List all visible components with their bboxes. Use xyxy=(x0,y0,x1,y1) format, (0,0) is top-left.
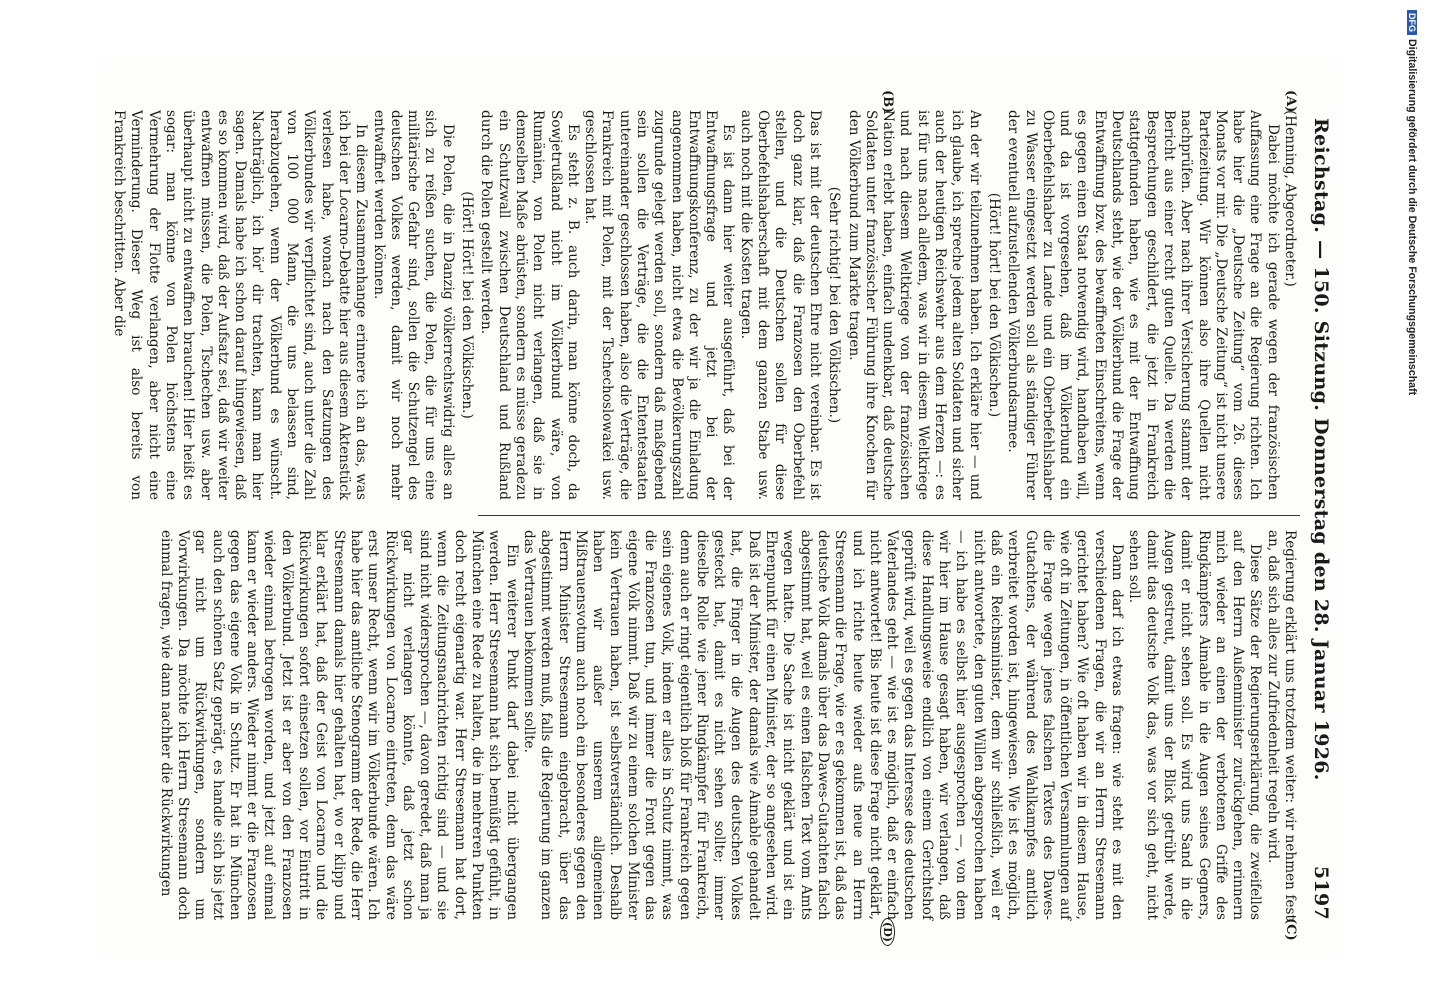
page-header xyxy=(1304,118,1332,920)
page-number: 5197 xyxy=(1310,865,1332,920)
paragraph: Das ist mit der deutschen Ehre nicht vereinbar. Es ist doch ganz klar, daß die Franzosen den Oberbefehl stellen, und die Deutschen sollen für diese Oberbefehlshaberschaft mit dem ganzen Stabe usw. auch noch mit die Kosten tragen. xyxy=(737,110,823,500)
rotated-document-page xyxy=(100,60,1340,960)
digitization-credit xyxy=(1404,10,1418,990)
paragraph: Diese Sätze der Regierungserklärung, die zweifellos auf den Herrn Außenminister zurückgehen, erinnern mich wieder an einen der verbotenen Griffe des Ringkämpfers Aimable in die Augen seines Gegners, damit er nicht sehen soll. Es wird uns Sand in die Augen gestreut, damit uns der Blick getrübt werde, damit das deutsche Volk das, was vor sich geht, nicht sehen soll. xyxy=(1126,530,1264,920)
column-divider xyxy=(478,515,1300,516)
left-text-column xyxy=(111,110,1298,500)
speaker-line: (Henning, Abgeordneter.) xyxy=(1282,110,1298,287)
margin-marker-b: (B) xyxy=(880,90,895,114)
dfg-logo-icon: DFG xyxy=(1407,10,1417,35)
interjection: (Sehr richtig! bei den Völkischen.) xyxy=(826,186,843,424)
margin-marker-d: (D) xyxy=(880,918,895,946)
right-text-column xyxy=(157,530,1298,920)
paragraph: Dabei möchte ich gerade wegen der französischen Auffassung eine Frage an die Regierung richten. Ich habe hier die „Deutsche Zeitung“ vom 26. dieses Monats vor mir. Die „Deutsche Zeitung“ ist nicht unsere Parteizeitung. Wir können also ihre Quellen nicht nachprüfen. Aber nach ihrer Versicherung stammt der Bericht aus einer recht guten Quelle. Da werden die Besprechungen geschildert, die jetzt in Frankreich stattgefunden haben, wie es mit der Entwaffnung Deutschlands steht, wie der Völkerbund die Frage der Entwaffnung bzw. des bewaffneten Einschreitens, wenn es gegen einen Staat notwendig wird, handhaben will, und da ist vorgesehen, daß im Völkerbund ein Oberbefehlshaber zu Lande und ein Oberbefehlshaber zu Wasser eingesetzt werden soll als ständiger Führer der eventuell aufzustellenden Völkerbundsarmee. xyxy=(1005,110,1281,500)
margin-marker-c: (C) xyxy=(1283,918,1298,941)
paragraph: Es steht z. B. auch darin, man könne doch, da Sowjetrußland nicht im Völkerbund wäre, von Rumänien, von Polen nicht verlangen, daß sie in demselben Maße abrüsten, sondern es müsse geradezu ein Schutzwall zwischen Deutschland und Rußland durch die Polen gestellt werden. xyxy=(478,110,581,500)
interjection: (Hört! hört! bei den Völkischen.) xyxy=(985,192,1002,418)
margin-marker-a: (A) xyxy=(1283,90,1298,113)
credit-text: Digitalisierung gefördert durch die Deutsche Forschungsgemeinschaft xyxy=(1406,39,1418,396)
paragraph: Die Polen, die in Danzig völkerrechtswidrig alles an sich zu reißen suchen, die Polen, die für uns eine militärische Gefahr sind, sollen die Schutzengel des deutschen Volkes werden, damit wir noch mehr entwaffnet werden können. xyxy=(370,110,456,500)
paragraph: Es ist dann hier weiter ausgeführt, daß bei der Entwaffnungsfrage und jetzt bei der Entwaffnungskonferenz, zu der wir ja die Einladung angenommen haben, nicht etwa die Bevölkerungszahl zugrunde gelegt werden soll, sondern daß maßgebend sein sollen die Verträge, die die Ententestaaten untereinander geschlossen haben, also die Verträge, die Frankreich mit Polen, mit der Tschechoslowakei usw. geschlossen hat. xyxy=(582,110,737,500)
paragraph: Dann darf ich etwas fragen: wie steht es mit den verschiedenen Fragen, die wir an Herrn Stresemann gerichtet haben? Wie oft haben wir in diesem Hause, wie oft in Zeitungen, in öffentlichen Versammlungen auf die Frage wegen jenes falschen Textes des Dawes-Gutachtens, der während des Wahlkampfes amtlich verbreitet worden ist, hingewiesen. Wie ist es möglich, daß ein Reichsminister, dem wir schließlich, weil er nicht antwortete, den guten Willen abgesprochen haben — ich habe es selbst hier ausgesprochen —, von dem wir hier im Hause gesagt haben, wir verlangen, daß diese Handlungsweise endlich von einem Gerichtshof geprüft wird, weil es gegen das Interesse des deutschen Vaterlandes geht — wie ist es möglich, daß er einfach nicht antwortet! Bis heute ist diese Frage nicht geklärt, und ich richte heute wieder aufs neue an Herrn Stresemann die Frage, wie er es gekommen ist, daß das deutsche Volk damals über das Dawes-Gutachten falsch abgestimmt hat, weil es einen falschen Text vom Amts wegen hatte. Die Sache ist nicht geklärt und ist ein Ehrenpunkt für einen Minister, der so angesehen wird. Daß ist der Minister, der damals wie Aimable gehandelt hat, die Finger in die Augen des deutschen Volkes gesteckt hat, damit es nicht sehen sollte; immer dieselbe Rolle wie jener Ringkämpfer für Frankreich, denn auch er ringt eigentlich bloß für Frankreich gegen sein eigenes Volk, indem er alles in Schutz nimmt, was die Franzosen tun, und immer die Front gegen das eigene Volk nimmt. Daß wir zu einem solchen Minister kein Vertrauen haben, ist selbstverständlich. Deshalb haben wir außer unserem allgemeinen Mißtrauensvotum auch noch ein besonderes gegen den Herrn Minister Stresemann eingebracht, über das abgestimmt werden muß, falls die Regierung im ganzen das Vertrauen bekommen sollte. xyxy=(520,530,1126,920)
interjection: (Hört! Hört! bei den Völkischen.) xyxy=(459,191,476,419)
paragraph: Ein weiterer Punkt darf dabei nicht übergangen werden. Herr Stresemann hat sich bemüßigt gefühlt, in München eine Rede zu halten, die in mehreren Punkten doch recht eigenartig war. Herr Stresemann hat dort, wenn die Zeitungsnachrichten richtig sind — und sie sind nicht widersprochen —, davon geredet, daß man ja gar nicht verlangen könnte, daß jetzt schon Rückwirkungen von Locarno eintreten, denn das wäre erst unser Recht, wenn wir im Völkerbunde wären. Ich habe hier das amtliche Stenogramm der Rede, die Herr Stresemann damals hier gehalten hat, wo er klipp und klar erklärt hat, daß der Geist von Locarno und die Rückwirkungen sofort einsetzen sollen, vor Eintritt in den Völkerbund. Jetzt ist er aber von den Franzosen wieder einmal betrogen worden, und jetzt auf einmal kann er wieder anders. Wieder nimmt er die Franzosen gegen das eigene Volk in Schutz. Er hat in München auch den schönen Satz geprägt, es handle sich bis jetzt gar nicht um Rückwirkungen, sondern um Vorwirkungen. Da möchte ich Herrn Stresemann doch einmal fragen, wie dann nachher die Rückwirkungen xyxy=(157,530,520,920)
running-header-title: Reichstag. — 150. Sitzung. Donnerstag den 28. Januar 1926. xyxy=(1310,118,1332,781)
paragraph: An der wir teilzunehmen haben. Ich erkläre hier — und ich glaube, ich spreche jedem alten Soldaten und sicher auch der heutigen Reichswehr aus dem Herzen —: es ist für uns nach alledem, was wir in diesem Weltkriege und nach diesem Weltkriege von der französischen Nation erlebt haben, einfach undenkbar, daß deutsche Soldaten unter französischer Führung ihre Knochen für den Völkerbund zum Markte tragen. xyxy=(845,110,983,500)
paragraph: In diesem Zusammenhange erinnere ich an das, was ich bei der Locarno-Debatte hier aus diesem Aktenstück verlesen habe, wonach nach den Satzungen des Völkerbundes wir verpflichtet sind, auch unter die Zahl von 100 000 Mann, die uns belassen sind, herabzugehen, wenn der Völkerbund es wünscht. Nachträglich, ich hör' dir trachten, kann man hier sagen. Damals habe ich schon darauf hingewiesen, daß es so kommen wird, daß der Aufsatz sei, daß wir weiter entwaffnen müssen, die Polen, Tschechen usw. aber überhaupt nicht zu entwaffnen brauchen! Hier heißt es sogar: man könne von Polen höchstens eine Vermehrung der Flotte verlangen, aber nicht eine Verminderung. Dieser Weg ist also bereits von Frankreich beschritten. Aber die xyxy=(111,110,370,500)
paragraph: Regierung erklärt uns trotzdem weiter: wir nehmen fest an, daß sich alles zur Zufriedenheit regeln wird. xyxy=(1264,530,1298,920)
